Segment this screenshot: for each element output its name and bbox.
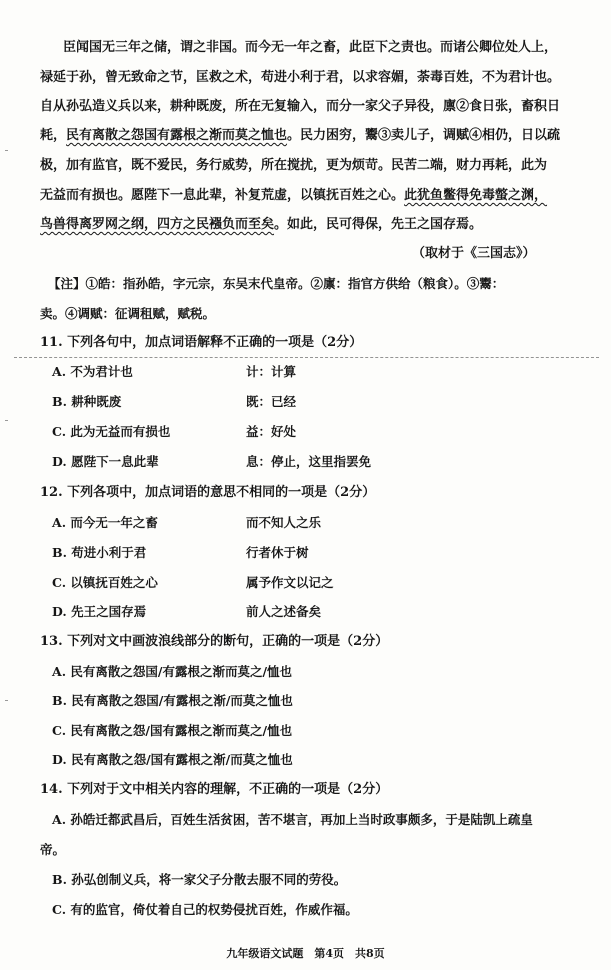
q11-option-c: C. 此为无益而有损也 bbox=[52, 424, 171, 439]
wavy-underlined-sentence: 民有离散之怨国有露根之渐而莫之恤也 bbox=[66, 128, 288, 143]
passage-line-2: 禄延于孙，曾无致命之节，匡救之术，苟进小利于君，以求容媚，荼毒百姓，不为君计也。 bbox=[40, 70, 561, 85]
notes-line-1: 【注】①皓：指孙皓，字元宗，东吴末代皇帝。②廪：指官方供给（粮食）。③鬻： bbox=[48, 276, 505, 291]
q11-option-b: B. 耕种既废 bbox=[52, 394, 122, 409]
q12-option-b-pair: 行者休于树 bbox=[246, 545, 309, 560]
underlined-sentence: 鸟兽得离罗网之纲，四方之民襁负而至矣 bbox=[40, 217, 275, 232]
q12-stem: 12. 下列各项中，加点词语的意思不相同的一项是（2分） bbox=[40, 485, 376, 500]
passage-line-5: 极，加有监官，既不爱民，务行威势，所在搅扰，更为烦苛。民苦二端，财力再耗，此为 bbox=[40, 158, 548, 173]
passage-line-6 bbox=[40, 188, 547, 204]
passage-text: 。民力困穷，鬻③卖儿子，调赋④相仍，日以疏 bbox=[287, 128, 561, 143]
q14-option-a: A. 孙皓迁都武昌后，百姓生活贫困，苦不堪言，再加上当时政事颇多，于是陆凯上疏皇 bbox=[52, 812, 533, 827]
passage-text: 。如此，民可得保，先王之国存焉。 bbox=[274, 217, 483, 232]
q11-option-d-gloss: 息：停止，这里指罢免 bbox=[246, 454, 372, 469]
q13-option-c: C. 民有离散之怨/国有露根之渐而莫之/恤也 bbox=[52, 723, 293, 738]
passage-line-3: 自从孙弘造义兵以来，耕种既废，所在无复输入，而分一家父子异役，廪②食日张，畜积日 bbox=[40, 99, 561, 114]
margin-mark bbox=[5, 150, 8, 151]
q14-option-b: B. 孙弘创制义兵，将一家父子分散去服不同的劳役。 bbox=[52, 872, 347, 887]
margin-mark bbox=[5, 700, 8, 701]
fold-line bbox=[14, 357, 599, 358]
q12-option-c: C. 以镇抚百姓之心 bbox=[52, 575, 158, 590]
q14-stem: 14. 下列对于文中相关内容的理解，不正确的一项是（2分） bbox=[40, 782, 389, 797]
q13-option-b: B. 民有离散之怨国/有露根之渐/而莫之恤也 bbox=[52, 693, 293, 708]
q11-option-a: A. 不为君计也 bbox=[52, 364, 133, 379]
q13-option-d: D. 民有离散之怨/国有露根之渐/而莫之恤也 bbox=[52, 752, 293, 767]
passage-line-1: 臣闻国无三年之储，谓之非国。而今无一年之畜，此臣下之责也。而诸公卿位处人上， bbox=[63, 40, 558, 55]
passage-text: 耗， bbox=[40, 128, 67, 143]
passage-line-7 bbox=[40, 217, 482, 233]
margin-mark bbox=[5, 420, 8, 421]
notes-line-2: 卖。④调赋：征调租赋，赋税。 bbox=[40, 306, 216, 321]
q12-option-b: B. 苟进小利于君 bbox=[52, 545, 147, 560]
q12-option-a: A. 而今无一年之畜 bbox=[52, 515, 158, 530]
page-footer: 九年级语文试题 第4页 共8页 bbox=[226, 947, 385, 960]
q12-option-d-pair: 前人之述备矣 bbox=[246, 604, 322, 619]
q14-option-a-continued: 帝。 bbox=[40, 842, 66, 857]
underlined-sentence: 此犹鱼鳖得免毒螫之渊， bbox=[404, 188, 548, 203]
q11-option-d: D. 愿陛下一息此辈 bbox=[52, 454, 159, 469]
q11-option-a-gloss: 计：计算 bbox=[246, 364, 297, 379]
passage-text: 无益而有损也。愿陛下一息此辈，补复荒虚，以镇抚百姓之心。 bbox=[40, 188, 405, 203]
q11-option-c-gloss: 益：好处 bbox=[246, 424, 297, 439]
q12-option-d: D. 先王之国存焉 bbox=[52, 604, 147, 619]
source-citation: （取材于《三国志》） bbox=[412, 246, 536, 261]
passage-line-4 bbox=[40, 128, 560, 144]
q13-option-a: A. 民有离散之怨国/有露根之渐而莫之/恤也 bbox=[52, 664, 293, 679]
q14-option-c: C. 有的监官，倚仗着自己的权势侵扰百姓，作威作福。 bbox=[52, 902, 358, 917]
q12-option-a-pair: 而不知人之乐 bbox=[246, 515, 322, 530]
q13-stem: 13. 下列对文中画波浪线部分的断句，正确的一项是（2分） bbox=[40, 634, 389, 649]
q11-option-b-gloss: 既：已经 bbox=[246, 394, 297, 409]
q11-stem: 11. 下列各句中，加点词语解释不正确的一项是（2分） bbox=[40, 335, 363, 350]
q12-option-c-pair: 属予作文以记之 bbox=[246, 575, 334, 590]
